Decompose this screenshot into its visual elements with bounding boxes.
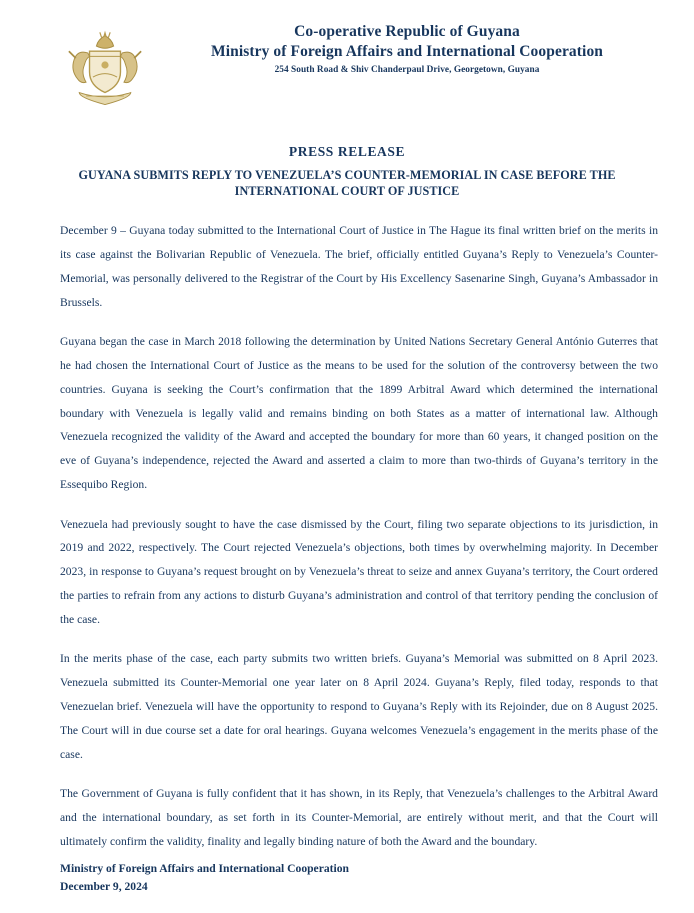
- footer-date: December 9, 2024: [60, 879, 148, 893]
- document-titles: [0, 144, 694, 199]
- document-header: [0, 0, 694, 126]
- paragraph: December 9 – Guyana today submitted to the International Court of Justice in The Hague its final written brief on the merits in its case against the Bolivarian Republic of Venezuela. The brief, officially entitled Guyana’s Reply to Venezuela’s Counter-Memorial, was personally delivered to the Registrar of the Court by His Excellency Sasenarine Singh, Guyana’s Ambassador in Brussels.: [60, 224, 658, 309]
- document-body: [0, 219, 694, 853]
- organization-line-2: Ministry of Foreign Affairs and International Cooperation: [210, 42, 604, 60]
- headline-line-2: INTERNATIONAL COURT OF JUSTICE: [234, 183, 460, 198]
- headline-line-1: GUYANA SUBMITS REPLY TO VENEZUELA’S COUNTER-MEMORIAL IN CASE BEFORE THE: [78, 168, 616, 182]
- paragraph: Guyana began the case in March 2018 following the determination by United Nations Secretary General António Guterres that he had chosen the International Court of Justice as the means to be used for the solution of the controversy between the two countries. Guyana is seeking the Court’s confirmation that the 1899 Arbitral Award which determined the international boundary with Venezuela is legally valid and remains binding on both States as a matter of international law. Although Venezuela recognized the validity of the Award and accepted the boundary for more than 60 years, it changed position on the eve of Guyana’s independence, rejected the Award and asserted a claim to more than two-thirds of Guyana’s territory in the Essequibo Region.: [60, 335, 658, 491]
- organization-address: 254 South Road & Shiv Chanderpaul Drive, Georgetown, Guyana: [274, 64, 540, 75]
- guyana-coat-of-arms-icon: [62, 22, 148, 108]
- document-footer: [60, 860, 349, 895]
- organization-line-1: Co-operative Republic of Guyana: [294, 23, 520, 40]
- footer-ministry: Ministry of Foreign Affairs and International Cooperation: [60, 862, 349, 876]
- paragraph: The Government of Guyana is fully confident that it has shown, in its Reply, that Venezuela’s challenges to the Arbitral Award and the international boundary, as set forth in its Counter-Memorial, are entirely without merit, and that the Court will ultimately confirm the validity, finality and legally binding nature of both the Award and the boundary.: [60, 787, 658, 848]
- paragraph: In the merits phase of the case, each party submits two written briefs. Guyana’s Memorial was submitted on 8 April 2023. Venezuela submitted its Counter-Memorial one year later on 8 April 2024. Guyana’s Reply, filed today, responds to that Venezuelan brief. Venezuela will have the opportunity to respond to Guyana’s Reply with its Rejoinder, due on 8 August 2025. The Court will in due course set a date for oral hearings. Guyana welcomes Venezuela’s engagement in the merits phase of the case.: [60, 652, 658, 761]
- document-type-label: PRESS RELEASE: [288, 144, 406, 159]
- paragraph: Venezuela had previously sought to have the case dismissed by the Court, filing two separate objections to its jurisdiction, in 2019 and 2022, respectively. The Court rejected Venezuela’s objections, both times by overwhelming majority. In December 2023, in response to Guyana’s request brought on by Venezuela’s threat to seize and annex Guyana’s territory, the Court ordered the parties to refrain from any actions to disturb Guyana’s administration and control of that territory pending the conclusion of the case.: [60, 517, 658, 626]
- page-title: [40, 168, 654, 199]
